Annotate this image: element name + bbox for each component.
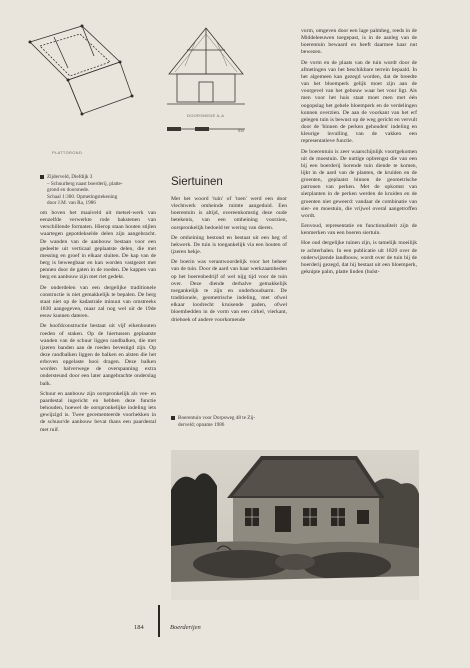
caption-line-5: door J.M. van Ra, 1986 bbox=[47, 200, 96, 206]
paragraph: De onderdelen van een dergelijke traditionele constructie is niet gemakkelijk te bepalen. De berg staat niet op de kadastrale minuut van omstreeks 1830 aangegeven, maar zal nog wel uit de 19de eeuw kunnen dateren. bbox=[40, 284, 156, 320]
floor-plan-drawing bbox=[24, 22, 136, 118]
middle-text-column bbox=[171, 196, 287, 327]
caption-line-4: Schaal 1:300. Opmetingstekening bbox=[47, 193, 118, 200]
bullet-icon bbox=[171, 416, 175, 420]
right-text-column bbox=[301, 28, 417, 279]
footer-rule bbox=[158, 605, 160, 637]
cross-section-drawing bbox=[165, 26, 247, 106]
floor-plan-label: PLATTGROND bbox=[52, 150, 83, 155]
paragraph: De hoofdconstructie bestaat uit vijf eikenhouten roeden of staken. Op de hiertussen geplaatste wanden van de schuur liggen randbalken, die met ijzeren banden aan de roeden bevestigd zijn. Op deze randbalken liggen de balken en alsten die het erboven opgelaste hooi dragen. Deze balken worden halverwege de overspanning extra ondersteund door een later aangebrachte onderslag balk. bbox=[40, 323, 156, 387]
running-title: Boerderijen bbox=[170, 624, 201, 631]
left-text-column bbox=[40, 210, 156, 437]
paragraph: Schuur en aanbouw zijn oorspronkelijk als vee- en paardestal ingericht en hebben deze functie behouden, hoewel de oorspronkelijke indeling iets gewijzigd is. Twee gecementeerde voorhekken in de schuur/de aanbouw bevat thans een paardestal met ruif. bbox=[40, 390, 156, 433]
caption-line-1: Zijderveld, Diefdijk 3 bbox=[40, 174, 158, 181]
paragraph: Met het woord 'tuin' of 'toen' werd een door vlechtwerk omheinde ruimte aangeduid. Een boerentuin is altijd, overeenkomstig deze oude betekenis, van een omheining voorzien, oorspronkelijk bedoeld ter wering van dieren. bbox=[171, 196, 287, 231]
paragraph: om boven het maaiveld uit metsel-werk van eenzelfde verwerkte rode bakstenen van verschillende formaten. Hierop staan houten stijlen waartegen gepotdekselde delen zijn aangebracht. De wanden van de aanbouw bestaan voor een gedeelte uit verticaal geplaatste delen, die met messing en groef in elkaar sluiten. De kap van de berg is beweegbaar en kan worden vastgezet met pennen door de gaten in de roeden. De kappen van berg en aanbouw zijn met riet gedekt. bbox=[40, 210, 156, 281]
paragraph: Hoe oud dergelijke tuinen zijn, is tamelijk moeilijk te achterhalen. In een publicatie uit 1820 over de onderwijzende landbouw, wordt over de tuin bij de boerderij gezegd, dat hij bestaat uit een bloemperk, geknipte palm, platte linden (hulst- bbox=[301, 240, 417, 275]
section-heading: Siertuinen bbox=[171, 176, 223, 188]
farmhouse-garden-photo bbox=[171, 450, 419, 600]
page-number: 184 bbox=[134, 624, 144, 631]
paragraph: De vorm en de plaats van de tuin wordt door de afmetingen van het beschikbare terrein bepaald. In het algemeen kan gezegd worden, dat de breedte van het bloemperk gelijk moet zijn aan de voorgevel van het gebouw waar het voor ligt. Als men voor het huis staat moet men met één oogopslag het gehele bloemperk en de verdelingen kunnen overzien. De aan de voorkant van het erf gelegen tuin is bewust op de weg gericht en vervult door de 'binnen de perken gehouden' indeling en kleurige invulling van de vakken een representatieve functie. bbox=[301, 59, 417, 145]
scale-label: 5M bbox=[238, 128, 245, 133]
photo-caption-line-1: Boerentuin voor Dorpsweg 48 te Zij- bbox=[171, 415, 291, 422]
figure-caption bbox=[40, 174, 158, 207]
caption-line-2: – Schuurberg naast boerderij, platte- bbox=[47, 180, 123, 187]
paragraph: Eenvoud, representatie en functionaliteit zijn de kenmerken van een boeren siertuin. bbox=[301, 223, 417, 237]
paragraph: De omheining bestond en bestaat uit een heg of hekwerk. De tuin is toegankelijk via een houten of ijzeren hekje. bbox=[171, 234, 287, 256]
paragraph: vorm, omgeven door een lage palmheg, reeds in de Middeleeuwen toegepast, is in de aanleg van de boerentuin bewaard en heeft daarmee haar nut bewezen. bbox=[301, 28, 417, 56]
bullet-icon bbox=[40, 175, 44, 179]
photo-caption bbox=[171, 415, 291, 428]
caption-line-3: grond en doorsnede. bbox=[47, 187, 90, 193]
paragraph: De boerentuin is zeer waarschijnlijk voortgekomen uit de moestuin. De nuttige opbrengst die van een bij een boerderij horende tuin diende te komen, lijkt in de aard van de planten, de kruiden en de groenten, geplaatst binnen de geometrische patronen van perken. Met de opkomst van sierplanten in de perken werden de kruiden en de groenten niet geweerd: vandaar de combinatie van sier- en moestuin, die vrijwel overal aangetroffen wordt. bbox=[301, 148, 417, 219]
section-label: DOORSNEDE A-A bbox=[187, 113, 225, 118]
photo-caption-line-2: derveld; opname 1986 bbox=[178, 421, 225, 428]
paragraph: De boerin was verantwoordelijk voor het beheer van de tuin. Door de aard van haar werkzaamheden op het boerenbedrijf of wel nijg tijd voor de tuin over. Deze diende derhalve gemakkelijk toegankelijk te zijn en onderhoudsarm. De traditionele, geometrische indeling, met ofwel elkaar loodrecht kruisende paden, ofwel bloembedden in de vorm van een cirkel, vierkant, driehoek of andere voorkomende bbox=[171, 259, 287, 323]
